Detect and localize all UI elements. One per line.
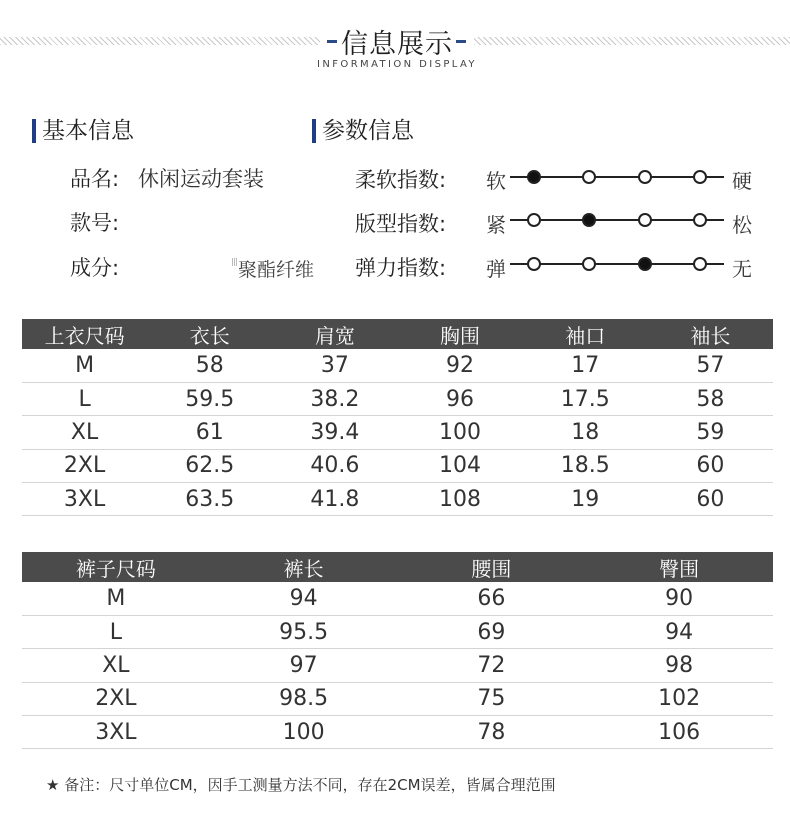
measurement-cell: 94	[210, 582, 398, 615]
size-cell: L	[22, 382, 147, 415]
fit-left-label: 紧	[486, 213, 506, 237]
product-name-label: 品名:	[70, 167, 120, 191]
column-header: 肩宽	[272, 319, 397, 349]
measurement-cell: 59.5	[147, 382, 272, 415]
measurement-note: ★ 备注：尺寸单位CM，因手工测量方法不同，存在2CM误差，皆属合理范围	[46, 776, 556, 794]
column-header: 袖口	[523, 319, 648, 349]
table-row	[22, 615, 773, 648]
scale-dot-selected	[527, 170, 541, 184]
measurement-cell: 94	[585, 615, 773, 648]
scale-dot-selected	[582, 213, 596, 227]
measurement-cell: 37	[272, 349, 397, 382]
header-hatch-left	[0, 37, 320, 45]
measurement-cell: 92	[397, 349, 522, 382]
measurement-cell: 78	[398, 716, 586, 749]
measurement-cell: 98.5	[210, 682, 398, 715]
measurement-cell: 72	[398, 649, 586, 682]
elasticity-right-label: 无	[732, 257, 752, 281]
scale-dot	[527, 257, 541, 271]
page-title: 信息展示	[341, 29, 453, 60]
table-row	[22, 483, 773, 516]
product-name-value: 休闲运动套装	[138, 167, 264, 191]
measurement-cell: 95.5	[210, 615, 398, 648]
scale-dot	[638, 170, 652, 184]
bottom-size-table-header	[22, 552, 773, 582]
composition-value: 聚酯纤维	[238, 259, 315, 281]
size-cell: M	[22, 349, 147, 382]
param-info-heading: 参数信息	[312, 118, 414, 144]
measurement-cell: 90	[585, 582, 773, 615]
size-cell: 3XL	[22, 483, 147, 516]
measurement-cell: 98	[585, 649, 773, 682]
measurement-cell: 19	[523, 483, 648, 516]
measurement-cell: 69	[398, 615, 586, 648]
size-cell: M	[22, 582, 210, 615]
measurement-cell: 102	[585, 682, 773, 715]
column-header: 裤长	[210, 552, 398, 582]
scale-dot	[693, 170, 707, 184]
basic-info-heading: 基本信息	[32, 118, 134, 144]
column-header: 胸围	[397, 319, 522, 349]
softness-scale	[510, 170, 724, 184]
measurement-cell: 58	[648, 382, 773, 415]
size-cell: XL	[22, 416, 147, 449]
composition-label: 成分:	[70, 256, 120, 280]
measurement-cell: 60	[648, 449, 773, 482]
table-row	[22, 416, 773, 449]
table-row	[22, 682, 773, 715]
table-row	[22, 716, 773, 749]
column-header: 袖长	[648, 319, 773, 349]
measurement-cell: 17.5	[523, 382, 648, 415]
measurement-cell: 57	[648, 349, 773, 382]
table-row	[22, 449, 773, 482]
column-header: 上衣尺码	[22, 319, 147, 349]
fit-label: 版型指数:	[355, 212, 447, 236]
measurement-cell: 97	[210, 649, 398, 682]
elasticity-label: 弹力指数:	[355, 256, 447, 280]
size-cell: XL	[22, 649, 210, 682]
table-row	[22, 649, 773, 682]
table-row	[22, 349, 773, 382]
column-header: 臀围	[585, 552, 773, 582]
measurement-cell: 17	[523, 349, 648, 382]
top-size-table-header	[22, 319, 773, 349]
measurement-cell: 66	[398, 582, 586, 615]
scale-dot	[638, 213, 652, 227]
measurement-cell: 18.5	[523, 449, 648, 482]
table-row	[22, 582, 773, 615]
scale-dot	[527, 213, 541, 227]
table-row	[22, 382, 773, 415]
measurement-cell: 100	[397, 416, 522, 449]
measurement-cell: 60	[648, 483, 773, 516]
size-cell: 3XL	[22, 716, 210, 749]
measurement-cell: 59	[648, 416, 773, 449]
measurement-cell: 104	[397, 449, 522, 482]
measurement-cell: 39.4	[272, 416, 397, 449]
measurement-cell: 62.5	[147, 449, 272, 482]
elasticity-scale	[510, 257, 724, 271]
softness-label: 柔软指数:	[355, 168, 447, 192]
size-cell: L	[22, 615, 210, 648]
measurement-cell: 108	[397, 483, 522, 516]
column-header: 衣长	[147, 319, 272, 349]
measurement-cell: 41.8	[272, 483, 397, 516]
style-number-label: 款号:	[70, 211, 120, 235]
page-subtitle: INFORMATION DISPLAY	[317, 59, 477, 70]
measurement-cell: 96	[397, 382, 522, 415]
column-header: 腰围	[398, 552, 586, 582]
softness-left-label: 软	[486, 169, 506, 193]
softness-right-label: 硬	[732, 169, 752, 193]
column-header: 裤子尺码	[22, 552, 210, 582]
fit-scale	[510, 213, 724, 227]
bottom-size-table	[22, 552, 773, 749]
size-cell: 2XL	[22, 682, 210, 715]
size-cell: 2XL	[22, 449, 147, 482]
measurement-cell: 18	[523, 416, 648, 449]
measurement-cell: 100	[210, 716, 398, 749]
top-size-table	[22, 319, 773, 516]
scale-dot	[693, 257, 707, 271]
measurement-cell: 61	[147, 416, 272, 449]
scale-dot-selected	[638, 257, 652, 271]
measurement-cell: 106	[585, 716, 773, 749]
measurement-cell: 40.6	[272, 449, 397, 482]
measurement-cell: 38.2	[272, 382, 397, 415]
measurement-cell: 63.5	[147, 483, 272, 516]
measurement-cell: 75	[398, 682, 586, 715]
header-hatch-right	[474, 37, 790, 45]
scale-dot	[582, 257, 596, 271]
fit-right-label: 松	[732, 213, 752, 237]
scale-dot	[693, 213, 707, 227]
scale-dot	[582, 170, 596, 184]
measurement-cell: 58	[147, 349, 272, 382]
elasticity-left-label: 弹	[486, 257, 506, 281]
